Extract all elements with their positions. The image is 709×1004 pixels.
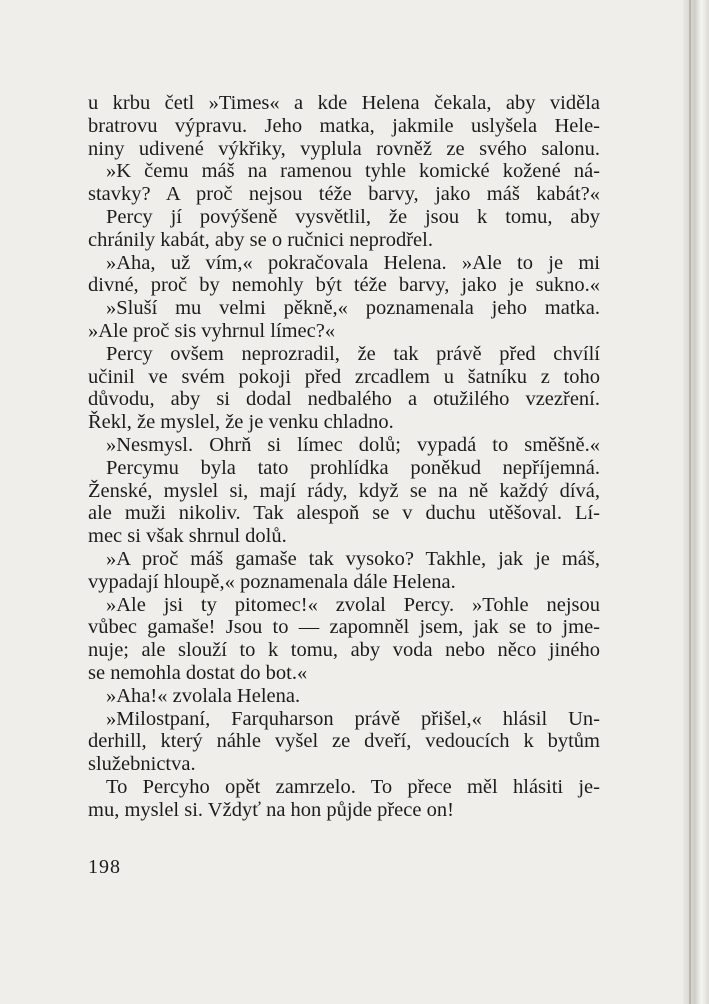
text-line: »Milostpaní, Farquharson právě přišel,« hlásil Un- xyxy=(106,707,600,730)
text-line: »K čemu máš na ramenou tyhle komické kožené ná- xyxy=(106,160,600,183)
text-line: Ženské, myslel si, mají rády, když se na ně každý dívá, xyxy=(88,479,600,502)
text-line: To Percyho opět zamrzelo. To přece měl hlásiti je- xyxy=(106,775,600,798)
text-line: Percy ovšem neprozradil, že tak právě před chvílí xyxy=(106,342,600,365)
body-text xyxy=(88,92,600,822)
text-line: vůbec gamaše! Jsou to — zapomněl jsem, jak se to jme- xyxy=(88,616,600,639)
text-line: »Nesmysl. Ohrň si límec dolů; vypadá to směšně.« xyxy=(106,433,600,456)
text-line: »A proč máš gamaše tak vysoko? Takhle, jak je máš, xyxy=(106,547,600,570)
text-line: chránily kabát, aby se o ručnici neprodřel. xyxy=(88,228,433,251)
text-line: »Ale proč sis vyhrnul límec?« xyxy=(88,319,336,342)
text-line: »Sluší mu velmi pěkně,« poznamenala jeho matka. xyxy=(106,297,600,320)
text-line: důvodu, aby si dodal nedbalého a otužilého vzezření. xyxy=(88,388,600,411)
text-line: se nemohla dostat do bot.« xyxy=(88,661,308,684)
text-line: derhill, který náhle vyšel ze dveří, vedoucích k bytům xyxy=(88,730,600,753)
page-number: 198 xyxy=(88,856,121,878)
text-line: »Aha, už vím,« pokračovala Helena. »Ale to je mi xyxy=(106,251,600,274)
text-line: mu, myslel si. Vždyť na hon půjde přece on! xyxy=(88,798,454,821)
text-line: ale muži nikoliv. Tak alespoň se v duchu utěšoval. Lí- xyxy=(88,502,600,525)
text-line: »Aha!« zvolala Helena. xyxy=(106,684,301,707)
text-line: Percy jí povýšeně vysvětlil, že jsou k tomu, aby xyxy=(106,205,600,228)
text-line: učinil ve svém pokoji před zrcadlem u šatníku z toho xyxy=(88,365,600,388)
text-line: služebnictva. xyxy=(88,753,196,776)
text-line: Percymu byla tato prohlídka poněkud nepříjemná. xyxy=(106,456,600,479)
text-line: »Ale jsi ty pitomec!« zvolal Percy. »Tohle nejsou xyxy=(106,593,600,616)
text-line: vypadají hloupě,« poznamenala dále Helena. xyxy=(88,570,456,593)
text-line: divné, proč by nemohly být téže barvy, jako je sukno.« xyxy=(88,274,600,297)
page-edge xyxy=(689,0,691,1004)
text-line: niny udivené výkřiky, vyplula rovněž ze svého salonu. xyxy=(88,137,600,160)
text-line: Řekl, že myslel, že je venku chladno. xyxy=(88,411,394,434)
text-line: nuje; ale slouží to k tomu, aby voda nebo něco jiného xyxy=(88,639,600,662)
text-line: stavky? A proč nejsou téže barvy, jako máš kabát?« xyxy=(88,183,600,206)
text-line: bratrovu výpravu. Jeho matka, jakmile uslyšela Hele- xyxy=(88,114,600,137)
page-gutter-shadow xyxy=(683,0,709,1004)
text-line: u krbu četl »Times« a kde Helena čekala, aby viděla xyxy=(88,92,600,114)
text-line: mec si však shrnul dolů. xyxy=(88,525,287,548)
